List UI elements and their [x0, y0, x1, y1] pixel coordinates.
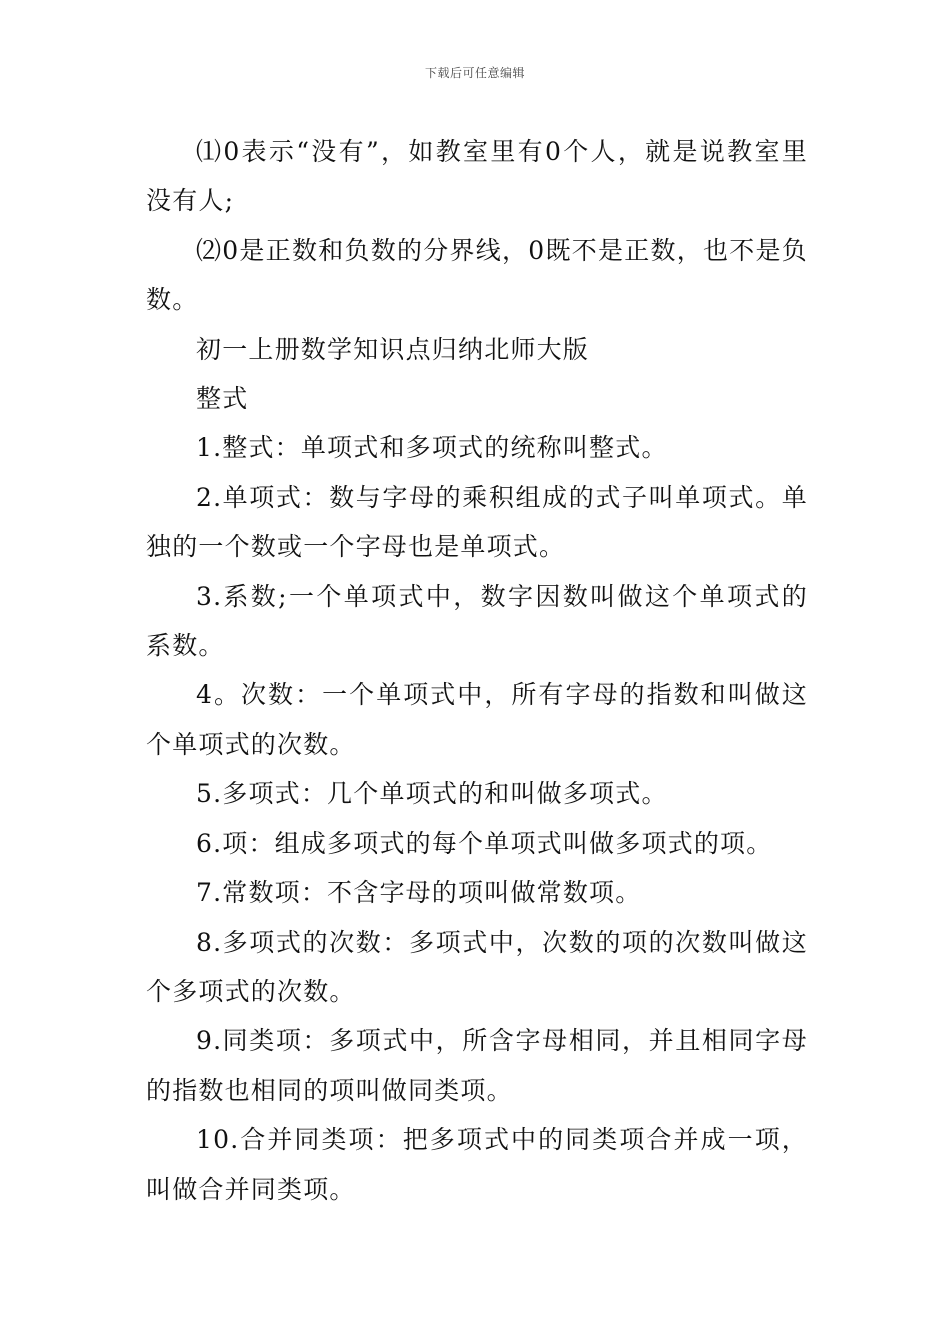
definition-item-3: 3.系数;一个单项式中，数字因数叫做这个单项式的系数。: [146, 581, 808, 661]
definition-item-7: 7.常数项：不含字母的项叫做常数项。: [196, 878, 642, 908]
definition-item-4: 4。次数：一个单项式中，所有字母的指数和叫做这个单项式的次数。: [146, 680, 808, 759]
definition-item-9: 9.同类项：多项式中，所含字母相同，并且相同字母的指数也相同的项叫做同类项。: [146, 1026, 808, 1105]
definition-item-6: 6.项：组成多项式的每个单项式叫做多项式的项。: [196, 828, 773, 858]
paragraph-zero-meaning: ⑴0表示“没有”，如教室里有0个人，就是说教室里没有人;: [146, 137, 808, 216]
definition-item-10: 10.合并同类项：把多项式中的同类项合并成一项，叫做合并同类项。: [146, 1125, 808, 1204]
definition-item-2: 2.单项式：数与字母的乘积组成的式子叫单项式。单独的一个数或一个字母也是单项式。: [146, 482, 808, 562]
paragraph-zero-boundary: ⑵0是正数和负数的分界线，0既不是正数，也不是负数。: [146, 235, 808, 315]
definition-item-8: 8.多项式的次数：多项式中，次数的项的次数叫做这个多项式的次数。: [146, 927, 808, 1006]
subsection-title-zhengshi: 整式: [196, 384, 249, 414]
definition-item-1: 1.整式：单项式和多项式的统称叫整式。: [196, 433, 668, 463]
section-title: 初一上册数学知识点归纳北师大版: [196, 334, 590, 364]
definition-item-5: 5.多项式：几个单项式的和叫做多项式。: [196, 779, 668, 809]
page-header-note: 下载后可任意编辑: [424, 66, 525, 80]
document-body: [146, 127, 808, 1214]
